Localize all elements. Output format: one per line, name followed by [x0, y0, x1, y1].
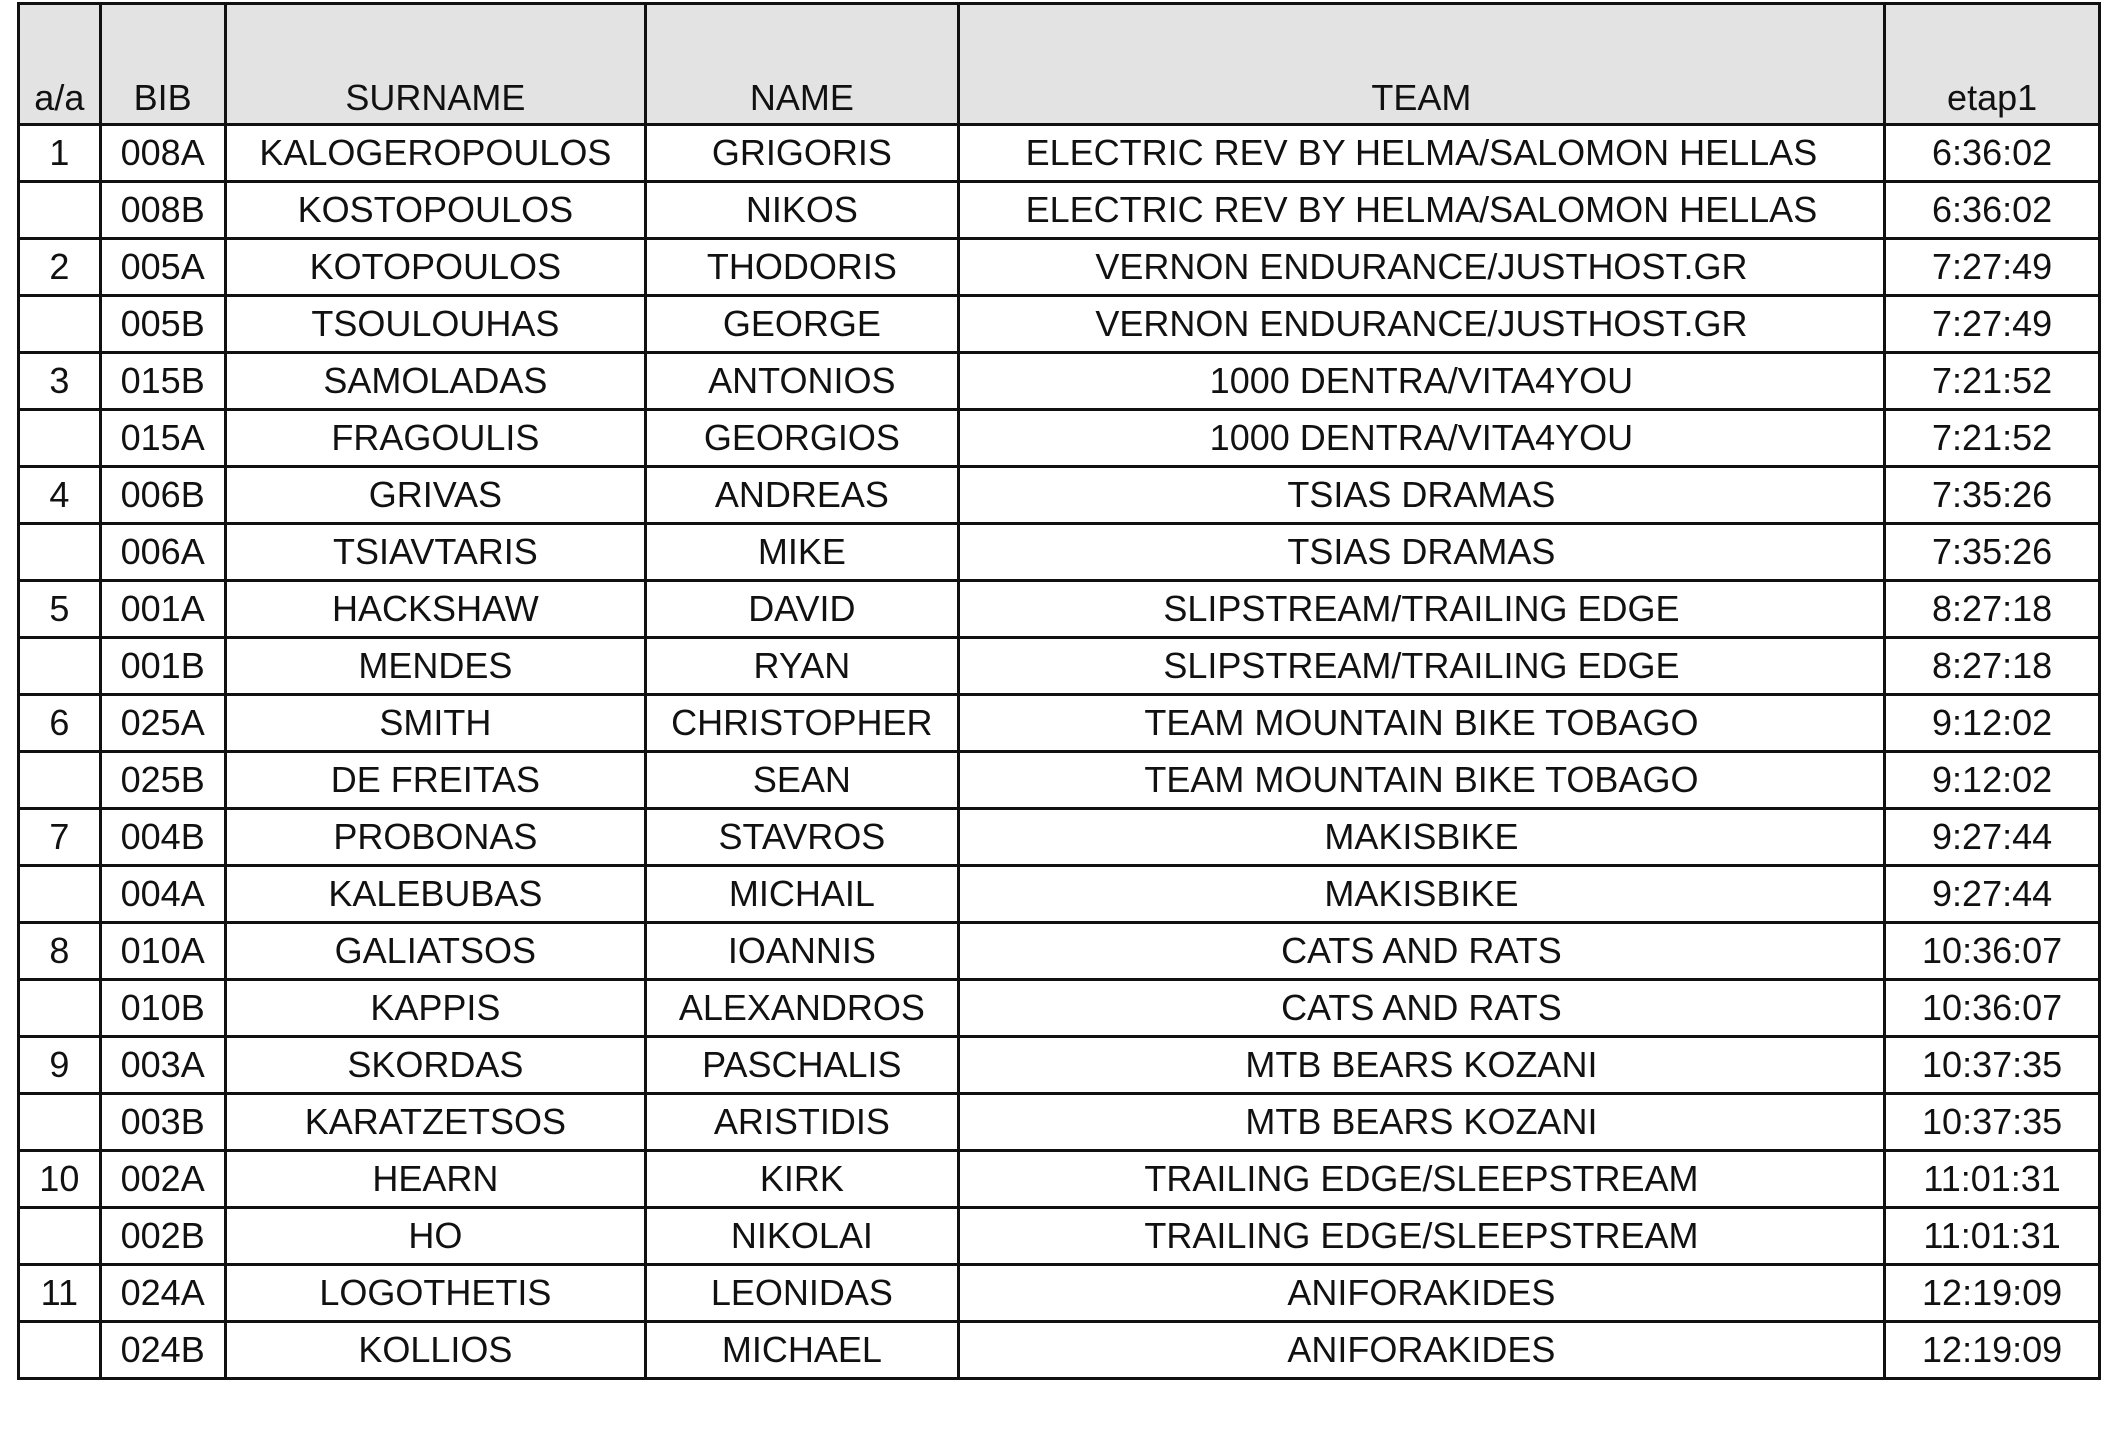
cell-surname: KAPPIS	[225, 980, 645, 1037]
table-row	[19, 752, 2100, 809]
cell-name: LEONIDAS	[646, 1265, 959, 1322]
cell-etap1: 7:27:49	[1885, 239, 2100, 296]
cell-name: GRIGORIS	[646, 125, 959, 182]
cell-etap1: 7:21:52	[1885, 410, 2100, 467]
cell-surname: HACKSHAW	[225, 581, 645, 638]
table-row	[19, 239, 2100, 296]
cell-team: TEAM MOUNTAIN BIKE TOBAGO	[958, 752, 1885, 809]
cell-name: IOANNIS	[646, 923, 959, 980]
cell-aa: 8	[19, 923, 101, 980]
table-row	[19, 1151, 2100, 1208]
cell-aa: 9	[19, 1037, 101, 1094]
cell-name: NIKOS	[646, 182, 959, 239]
table-row	[19, 866, 2100, 923]
cell-etap1: 10:36:07	[1885, 980, 2100, 1037]
cell-surname: FRAGOULIS	[225, 410, 645, 467]
header-aa: a/a	[19, 4, 101, 125]
cell-name: PASCHALIS	[646, 1037, 959, 1094]
cell-surname: MENDES	[225, 638, 645, 695]
cell-surname: SAMOLADAS	[225, 353, 645, 410]
cell-team: SLIPSTREAM/TRAILING EDGE	[958, 581, 1885, 638]
cell-surname: KOSTOPOULOS	[225, 182, 645, 239]
cell-surname: HO	[225, 1208, 645, 1265]
cell-bib: 005A	[100, 239, 225, 296]
cell-etap1: 7:27:49	[1885, 296, 2100, 353]
cell-aa: 11	[19, 1265, 101, 1322]
cell-name: GEORGIOS	[646, 410, 959, 467]
table-row	[19, 638, 2100, 695]
cell-team: CATS AND RATS	[958, 980, 1885, 1037]
cell-bib: 001A	[100, 581, 225, 638]
cell-aa: 10	[19, 1151, 101, 1208]
table-row	[19, 467, 2100, 524]
table-row	[19, 809, 2100, 866]
cell-aa: 6	[19, 695, 101, 752]
cell-surname: KALEBUBAS	[225, 866, 645, 923]
cell-surname: KOTOPOULOS	[225, 239, 645, 296]
cell-aa	[19, 1322, 101, 1379]
cell-bib: 015A	[100, 410, 225, 467]
cell-aa	[19, 980, 101, 1037]
cell-surname: GRIVAS	[225, 467, 645, 524]
header-name: NAME	[646, 4, 959, 125]
cell-bib: 002A	[100, 1151, 225, 1208]
cell-surname: LOGOTHETIS	[225, 1265, 645, 1322]
cell-surname: TSOULOUHAS	[225, 296, 645, 353]
cell-etap1: 8:27:18	[1885, 581, 2100, 638]
cell-etap1: 12:19:09	[1885, 1265, 2100, 1322]
cell-bib: 005B	[100, 296, 225, 353]
cell-team: 1000 DENTRA/VITA4YOU	[958, 353, 1885, 410]
table-row	[19, 923, 2100, 980]
table-header	[19, 4, 2100, 125]
cell-name: CHRISTOPHER	[646, 695, 959, 752]
cell-surname: PROBONAS	[225, 809, 645, 866]
cell-bib: 004B	[100, 809, 225, 866]
cell-bib: 003A	[100, 1037, 225, 1094]
cell-name: MICHAIL	[646, 866, 959, 923]
table-row	[19, 1322, 2100, 1379]
header-etap1: etap1	[1885, 4, 2100, 125]
cell-name: KIRK	[646, 1151, 959, 1208]
cell-name: ANTONIOS	[646, 353, 959, 410]
cell-team: VERNON ENDURANCE/JUSTHOST.GR	[958, 239, 1885, 296]
cell-bib: 008A	[100, 125, 225, 182]
cell-bib: 025A	[100, 695, 225, 752]
header-bib: BIB	[100, 4, 225, 125]
cell-name: MICHAEL	[646, 1322, 959, 1379]
cell-surname: HEARN	[225, 1151, 645, 1208]
cell-bib: 010B	[100, 980, 225, 1037]
cell-team: TSIAS DRAMAS	[958, 467, 1885, 524]
cell-etap1: 9:27:44	[1885, 809, 2100, 866]
cell-etap1: 7:21:52	[1885, 353, 2100, 410]
cell-bib: 010A	[100, 923, 225, 980]
cell-aa	[19, 866, 101, 923]
header-surname: SURNAME	[225, 4, 645, 125]
cell-surname: KALOGEROPOULOS	[225, 125, 645, 182]
cell-name: NIKOLAI	[646, 1208, 959, 1265]
cell-surname: DE FREITAS	[225, 752, 645, 809]
table-row	[19, 581, 2100, 638]
cell-team: MAKISBIKE	[958, 809, 1885, 866]
cell-team: SLIPSTREAM/TRAILING EDGE	[958, 638, 1885, 695]
cell-name: MIKE	[646, 524, 959, 581]
cell-team: VERNON ENDURANCE/JUSTHOST.GR	[958, 296, 1885, 353]
cell-name: ALEXANDROS	[646, 980, 959, 1037]
cell-surname: SMITH	[225, 695, 645, 752]
cell-name: GEORGE	[646, 296, 959, 353]
cell-bib: 008B	[100, 182, 225, 239]
cell-surname: GALIATSOS	[225, 923, 645, 980]
cell-bib: 015B	[100, 353, 225, 410]
cell-etap1: 11:01:31	[1885, 1151, 2100, 1208]
cell-team: ANIFORAKIDES	[958, 1265, 1885, 1322]
cell-name: DAVID	[646, 581, 959, 638]
cell-etap1: 10:37:35	[1885, 1094, 2100, 1151]
cell-aa: 3	[19, 353, 101, 410]
table-row	[19, 524, 2100, 581]
cell-etap1: 10:36:07	[1885, 923, 2100, 980]
cell-etap1: 9:12:02	[1885, 752, 2100, 809]
cell-etap1: 6:36:02	[1885, 125, 2100, 182]
cell-name: SEAN	[646, 752, 959, 809]
table-row	[19, 1094, 2100, 1151]
cell-bib: 025B	[100, 752, 225, 809]
header-row	[19, 4, 2100, 125]
cell-surname: KARATZETSOS	[225, 1094, 645, 1151]
cell-etap1: 9:12:02	[1885, 695, 2100, 752]
cell-surname: SKORDAS	[225, 1037, 645, 1094]
table-row	[19, 125, 2100, 182]
cell-team: MTB BEARS KOZANI	[958, 1037, 1885, 1094]
cell-bib: 006B	[100, 467, 225, 524]
cell-team: ELECTRIC REV BY HELMA/SALOMON HELLAS	[958, 182, 1885, 239]
cell-bib: 002B	[100, 1208, 225, 1265]
cell-name: THODORIS	[646, 239, 959, 296]
table-row	[19, 182, 2100, 239]
cell-etap1: 12:19:09	[1885, 1322, 2100, 1379]
cell-team: TSIAS DRAMAS	[958, 524, 1885, 581]
cell-bib: 024A	[100, 1265, 225, 1322]
table-body	[19, 125, 2100, 1379]
cell-aa	[19, 296, 101, 353]
cell-team: CATS AND RATS	[958, 923, 1885, 980]
cell-team: TRAILING EDGE/SLEEPSTREAM	[958, 1151, 1885, 1208]
cell-team: TRAILING EDGE/SLEEPSTREAM	[958, 1208, 1885, 1265]
cell-aa: 2	[19, 239, 101, 296]
cell-name: STAVROS	[646, 809, 959, 866]
table-row	[19, 1208, 2100, 1265]
cell-aa	[19, 182, 101, 239]
table-row	[19, 980, 2100, 1037]
cell-bib: 024B	[100, 1322, 225, 1379]
cell-team: MAKISBIKE	[958, 866, 1885, 923]
cell-aa: 7	[19, 809, 101, 866]
cell-team: MTB BEARS KOZANI	[958, 1094, 1885, 1151]
table-row	[19, 695, 2100, 752]
cell-aa	[19, 1094, 101, 1151]
cell-bib: 001B	[100, 638, 225, 695]
header-team: TEAM	[958, 4, 1885, 125]
cell-etap1: 9:27:44	[1885, 866, 2100, 923]
cell-team: ELECTRIC REV BY HELMA/SALOMON HELLAS	[958, 125, 1885, 182]
table-row	[19, 410, 2100, 467]
cell-team: TEAM MOUNTAIN BIKE TOBAGO	[958, 695, 1885, 752]
cell-etap1: 11:01:31	[1885, 1208, 2100, 1265]
table-row	[19, 1265, 2100, 1322]
cell-team: ANIFORAKIDES	[958, 1322, 1885, 1379]
cell-aa	[19, 410, 101, 467]
cell-surname: TSIAVTARIS	[225, 524, 645, 581]
cell-bib: 003B	[100, 1094, 225, 1151]
cell-aa	[19, 524, 101, 581]
cell-aa: 5	[19, 581, 101, 638]
table-row	[19, 1037, 2100, 1094]
cell-aa	[19, 1208, 101, 1265]
cell-bib: 006A	[100, 524, 225, 581]
cell-name: ANDREAS	[646, 467, 959, 524]
cell-aa	[19, 752, 101, 809]
cell-name: RYAN	[646, 638, 959, 695]
cell-name: ARISTIDIS	[646, 1094, 959, 1151]
table-row	[19, 353, 2100, 410]
table-row	[19, 296, 2100, 353]
cell-bib: 004A	[100, 866, 225, 923]
cell-etap1: 10:37:35	[1885, 1037, 2100, 1094]
cell-aa: 4	[19, 467, 101, 524]
cell-aa: 1	[19, 125, 101, 182]
cell-etap1: 8:27:18	[1885, 638, 2100, 695]
cell-etap1: 6:36:02	[1885, 182, 2100, 239]
cell-etap1: 7:35:26	[1885, 467, 2100, 524]
cell-team: 1000 DENTRA/VITA4YOU	[958, 410, 1885, 467]
cell-surname: KOLLIOS	[225, 1322, 645, 1379]
results-table	[17, 2, 2101, 1380]
cell-aa	[19, 638, 101, 695]
cell-etap1: 7:35:26	[1885, 524, 2100, 581]
